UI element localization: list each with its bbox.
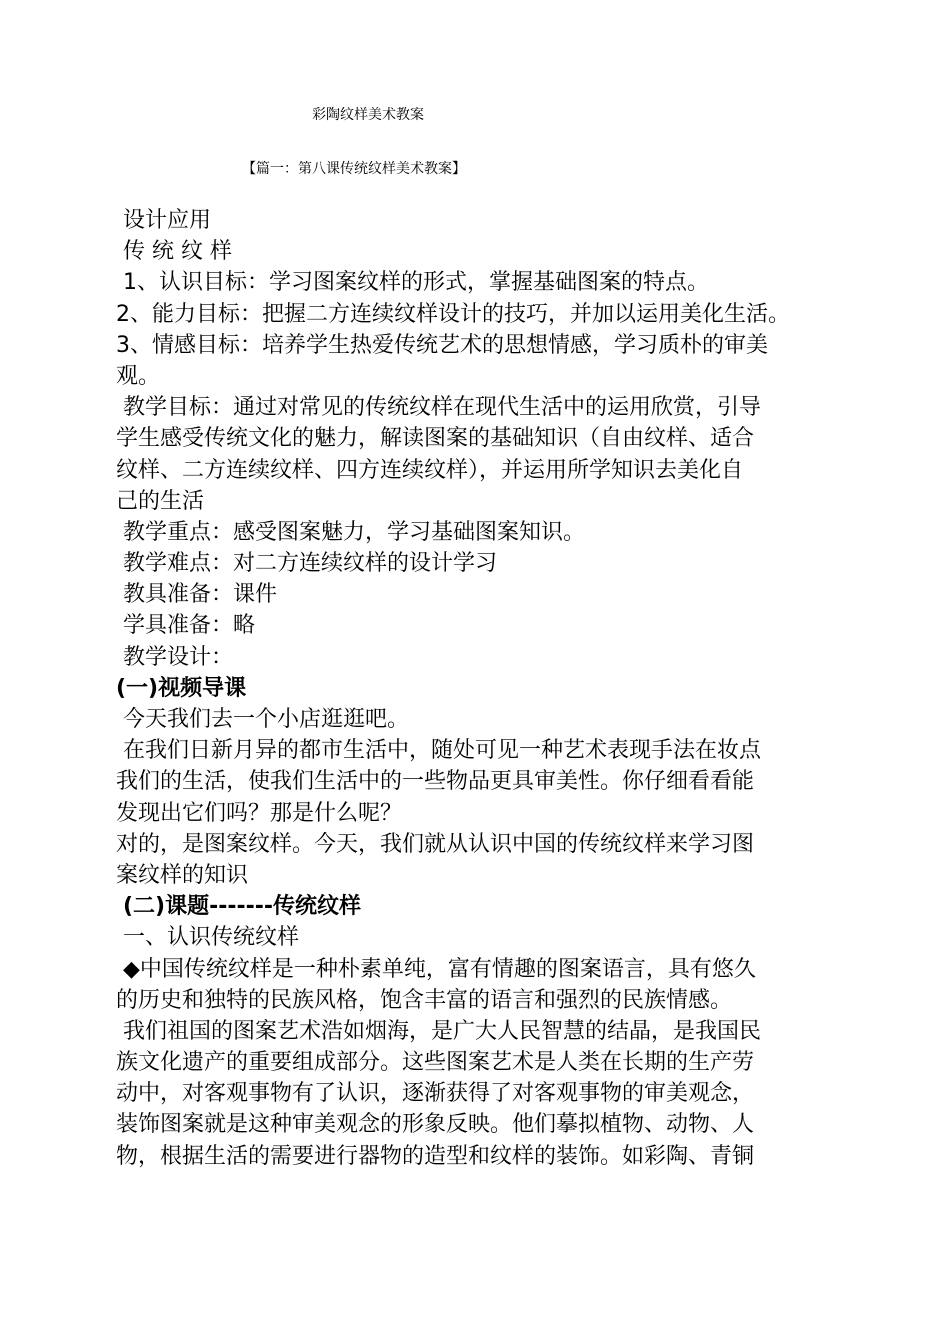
document-body bbox=[116, 205, 844, 1172]
document-title: 彩陶纹样美术教案 bbox=[312, 107, 424, 123]
text-line: 教学重点：感受图案魅力，学习基础图案知识。 bbox=[123, 519, 586, 545]
text-line: 教具准备：课件 bbox=[123, 582, 278, 608]
text-line: 3、情感目标：培养学生热爱传统艺术的思想情感，学习质朴的审美 bbox=[116, 332, 768, 358]
text-line: 纹样、二方连续纹样、四方连续纹样），并运用所学知识去美化自 bbox=[116, 457, 744, 483]
text-line: 我们的生活，使我们生活中的一些物品更具审美性。你仔细看看能 bbox=[116, 769, 755, 795]
text-line: 学生感受传统文化的魅力，解读图案的基础知识（自由纹样、适合 bbox=[116, 426, 755, 452]
text-line: 今天我们去一个小店逛逛吧。 bbox=[123, 707, 410, 732]
text-line: 1、认识目标：学习图案纹样的形式，掌握基础图案的特点。 bbox=[123, 270, 709, 296]
text-line: ◆中国传统纹样是一种朴素单纯，富有情趣的图案语言，具有悠久 bbox=[123, 956, 756, 982]
text-line: 的历史和独特的民族风格，饱含丰富的语言和强烈的民族情感。 bbox=[116, 987, 733, 1013]
text-line: 动中，对客观事物有了认识，逐渐获得了对客观事物的审美观念， bbox=[116, 1081, 755, 1107]
text-line: 发现出它们吗？那是什么呢？ bbox=[116, 800, 403, 826]
text-line: 传 统 纹 样 bbox=[123, 239, 232, 265]
text-line: 2、能力目标：把握二方连续纹样设计的技巧，并加以运用美化生活。 bbox=[116, 301, 790, 327]
text-line: 学具准备：略 bbox=[123, 613, 256, 639]
text-line: 教学难点：对二方连续纹样的设计学习 bbox=[123, 551, 498, 577]
text-line: 一、认识传统纹样 bbox=[123, 925, 300, 951]
text-line: 设计应用 bbox=[123, 208, 212, 233]
text-line: 我们祖国的图案艺术浩如烟海，是广大人民智慧的结晶，是我国民 bbox=[123, 1018, 762, 1044]
text-line: 在我们日新月异的都市生活中，随处可见一种艺术表现手法在妆点 bbox=[123, 738, 762, 764]
text-line: 物，根据生活的需要进行器物的造型和纹样的装饰。如彩陶、青铜 bbox=[116, 1143, 755, 1169]
text-line: 己的生活 bbox=[116, 488, 205, 514]
text-line: 教学设计： bbox=[123, 644, 234, 670]
text-line: 对的，是图案纹样。今天，我们就从认识中国的传统纹样来学习图 bbox=[116, 831, 755, 857]
text-line: 观。 bbox=[116, 363, 161, 389]
document-subtitle: 【篇一：第八课传统纹样美术教案】 bbox=[242, 161, 466, 177]
text-line: 族文化遗产的重要组成部分。这些图案艺术是人类在长期的生产劳 bbox=[116, 1050, 755, 1076]
text-line: 教学目标：通过对常见的传统纹样在现代生活中的运用欣赏，引导 bbox=[123, 395, 762, 421]
text-line: 案纹样的知识 bbox=[116, 862, 249, 888]
text-line: 装饰图案就是这种审美观念的形象反映。他们摹拟植物、动物、人 bbox=[116, 1112, 755, 1138]
section-heading: (一)视频导课 bbox=[116, 675, 247, 701]
section-heading: (二)课题-------传统纹样 bbox=[123, 894, 362, 920]
